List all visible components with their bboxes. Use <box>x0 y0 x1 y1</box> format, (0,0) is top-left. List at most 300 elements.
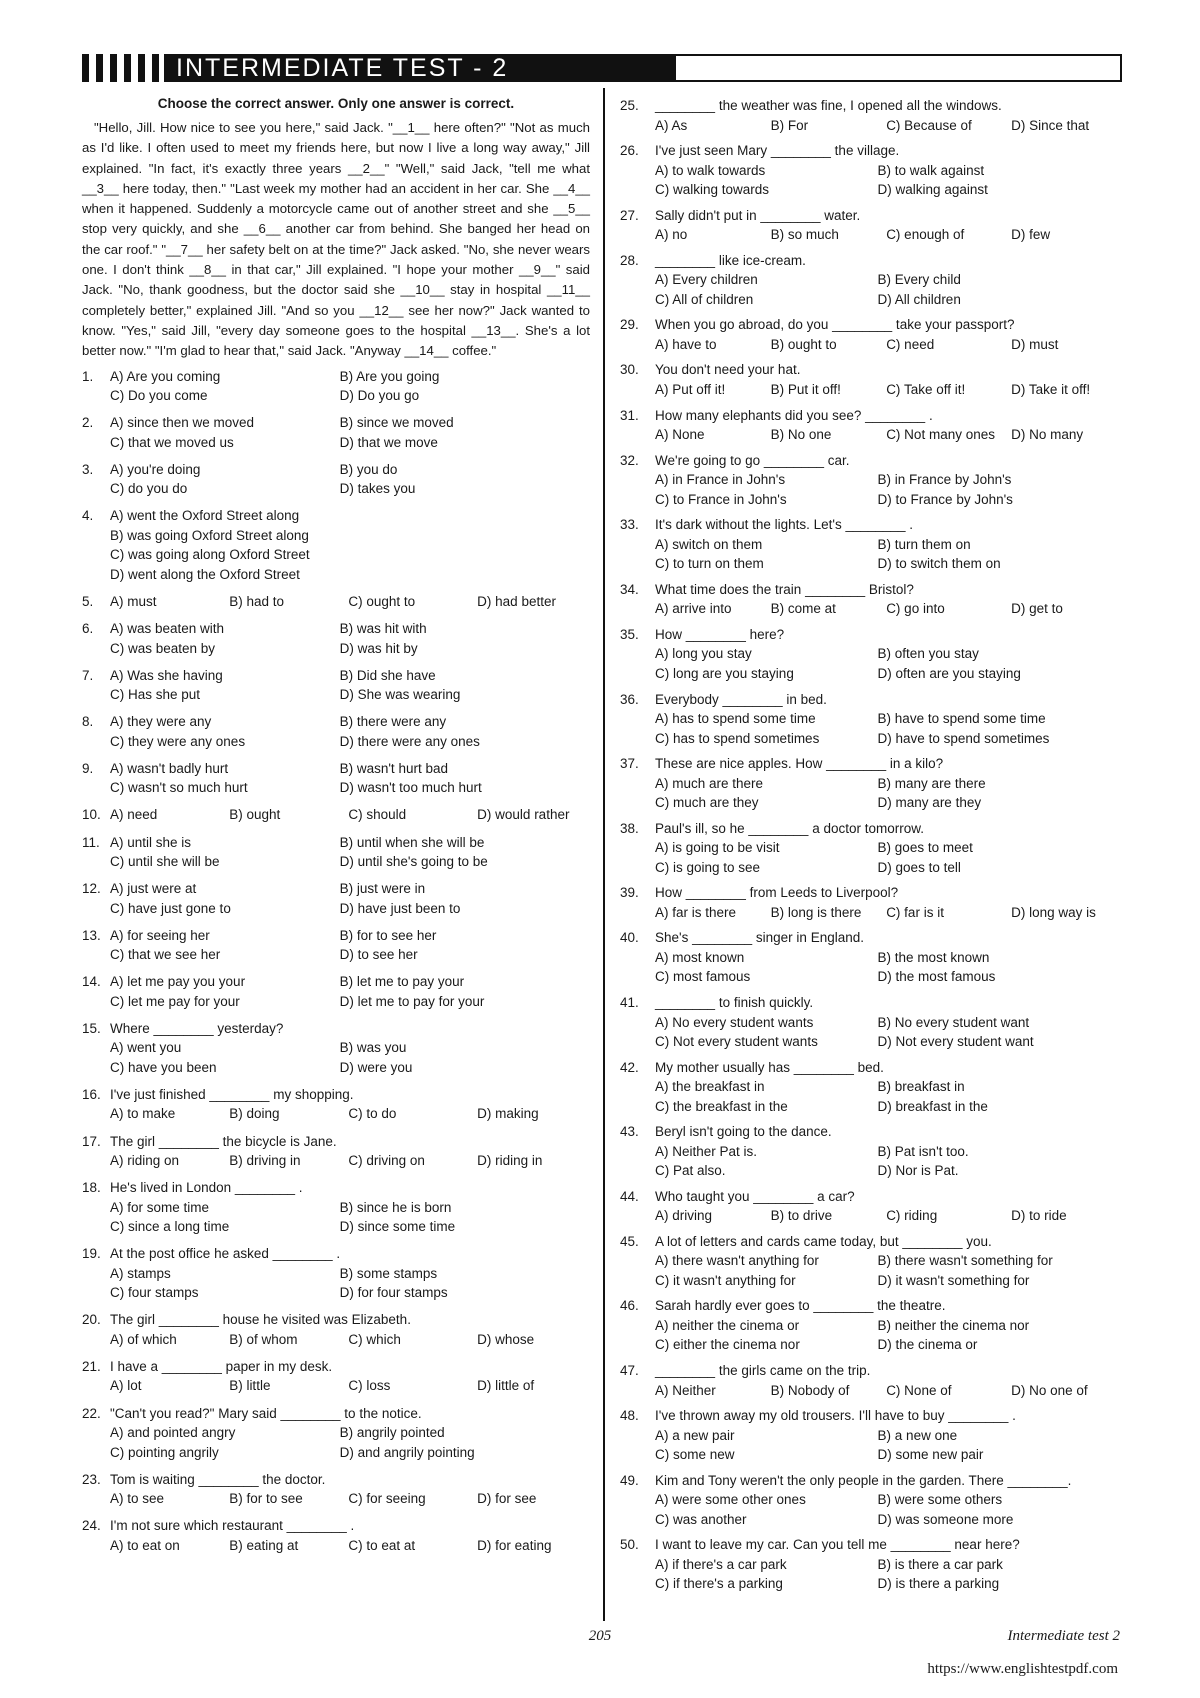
answer-option-d[interactable]: D) let me to pay for your <box>339 993 485 1009</box>
right-column <box>620 96 1120 1600</box>
question-stem: I've just seen Mary ________ the village. <box>655 143 900 159</box>
answer-option-c[interactable]: C) the breakfast in the <box>655 1098 788 1114</box>
answer-option-d[interactable]: D) Nor is Pat. <box>877 1163 959 1179</box>
question-body <box>110 1516 590 1555</box>
answer-option-d[interactable]: D) to see her <box>339 947 418 963</box>
question-12 <box>82 879 590 918</box>
answer-option-a[interactable]: A) Neither <box>655 1382 716 1398</box>
answer-option-c[interactable]: C) is going to see <box>655 859 761 875</box>
question-31 <box>620 406 1120 445</box>
answer-option-c[interactable]: C) pointing angrily <box>110 1444 219 1460</box>
answer-option-c[interactable]: C) it wasn't anything for <box>655 1272 796 1288</box>
answer-option-c[interactable]: C) go into <box>886 601 945 617</box>
answer-option-d[interactable]: D) would rather <box>477 807 570 823</box>
answer-option-d[interactable]: D) have to spend sometimes <box>877 730 1050 746</box>
answer-option-b[interactable]: B) were some others <box>877 1492 1003 1508</box>
answer-option-a[interactable]: A) is going to be visit <box>655 840 780 856</box>
question-body <box>655 141 1120 200</box>
answer-option-c[interactable]: C) loss <box>348 1378 391 1394</box>
question-body <box>110 1310 590 1349</box>
answer-option-d[interactable]: D) to switch them on <box>877 556 1001 572</box>
answer-option-d[interactable]: D) goes to tell <box>877 859 961 875</box>
answer-option-d[interactable]: D) and angrily pointing <box>339 1444 475 1460</box>
reading-passage: "Hello, Jill. How nice to see you here," said Jack. "__1__ here often?" "Not as much as I'd like. I often used to meet my friends here, but now I live a long way away," Jill explained. "In fact, it's exactly three years __2__" "Well," said Jack, "tell me what __3__ here today, then." "Last week my mother had an accident in her car. She __4__ when it happened. Suddenly a motorcycle came out of another street and she __5__ stop very quickly, and she __6__ another car from behind. She banged her head on the car roof." "__7__ her safety belt on at the time?" Jack asked. "No, she never wears one. I don't think __8__ in that car," Jill explained. "I hope your mother __9__" said Jack. "No, thank goodness, but the doctor said she __10__ stay in hospital __11__ completely better," explained Jill. "And so you __12__ see her now?" Jack wanted to know. "Yes," said Jill, "every day someone goes to the hospital __13__. She's a lot better now." "I'm glad to hear that," said Jack. "Anyway __14__ coffee." <box>82 120 590 359</box>
question-1 <box>82 367 590 406</box>
answer-option-c[interactable]: C) All of children <box>655 291 754 307</box>
answer-option-d[interactable]: D) the cinema or <box>877 1337 978 1353</box>
answer-option-a[interactable]: A) to make <box>110 1106 176 1122</box>
answer-option-d[interactable]: D) were you <box>339 1059 413 1075</box>
answer-option-b[interactable]: B) was you <box>339 1040 407 1056</box>
answer-option-a[interactable]: A) Neither Pat is. <box>655 1143 758 1159</box>
answer-option-c[interactable]: C) driving on <box>348 1153 425 1169</box>
answer-option-b[interactable]: B) you do <box>339 461 398 477</box>
question-body <box>655 251 1120 310</box>
answer-options <box>110 506 590 584</box>
answer-options <box>655 903 1120 923</box>
answer-option-c[interactable]: C) which <box>348 1331 401 1347</box>
answer-option-b[interactable]: B) the most known <box>877 949 990 965</box>
answer-option-d[interactable]: D) Do you go <box>339 388 420 404</box>
answer-options <box>110 805 590 825</box>
question-number: 15. <box>82 1020 101 1036</box>
answer-option-b[interactable]: B) was hit with <box>339 621 427 637</box>
answer-option-c[interactable]: C) ought to <box>348 593 416 609</box>
answer-option-c[interactable]: C) to do <box>348 1106 397 1122</box>
answer-option-d[interactable]: D) for four stamps <box>339 1285 448 1301</box>
answer-option-b[interactable]: B) of whom <box>229 1331 298 1347</box>
answer-option-a[interactable]: A) must <box>110 593 157 609</box>
answer-option-d[interactable]: D) Take it off! <box>1011 381 1091 397</box>
answer-option-a[interactable]: A) of which <box>110 1331 177 1347</box>
answer-option-a[interactable]: A) the breakfast in <box>655 1079 765 1095</box>
question-stem: My mother usually has ________ bed. <box>655 1059 884 1075</box>
answer-option-d[interactable]: D) it wasn't something for <box>877 1272 1030 1288</box>
answer-options <box>655 1142 1120 1181</box>
answer-option-c[interactable]: C) need <box>886 336 935 352</box>
answer-option-d[interactable]: D) until she's going to be <box>339 854 488 869</box>
answer-option-b[interactable]: B) some stamps <box>339 1265 438 1281</box>
answer-option-c[interactable]: C) four stamps <box>110 1285 199 1301</box>
answer-option-b[interactable]: B) For <box>770 117 809 133</box>
answer-option-a[interactable]: A) Every children <box>655 272 758 288</box>
answer-option-d[interactable]: D) No one of <box>1011 1382 1088 1398</box>
question-3 <box>82 460 590 499</box>
answer-option-d[interactable]: D) few <box>1011 227 1051 243</box>
answer-option-c[interactable]: C) if there's a parking <box>655 1576 783 1592</box>
answer-option-c[interactable]: C) have just gone to <box>110 900 231 916</box>
answer-option-a[interactable]: A) riding on <box>110 1153 180 1169</box>
question-30 <box>620 360 1120 399</box>
answer-option-b[interactable]: B) turn them on <box>877 536 971 552</box>
answer-option-a[interactable]: A) to walk towards <box>655 162 766 178</box>
answer-option-d[interactable]: D) was hit by <box>339 640 418 656</box>
answer-option-b[interactable]: B) Pat isn't too. <box>877 1143 969 1159</box>
answer-option-b[interactable]: B) a new one <box>877 1427 958 1443</box>
answer-options <box>110 666 590 705</box>
answer-option-b[interactable]: B) wasn't hurt bad <box>339 760 448 776</box>
answer-option-b[interactable]: B) to drive <box>770 1208 833 1224</box>
answer-option-d[interactable]: D) for eating <box>477 1537 552 1553</box>
answer-options <box>110 1038 590 1077</box>
answer-option-d[interactable]: D) to ride <box>1011 1208 1067 1224</box>
answer-option-a[interactable]: A) long you stay <box>655 646 752 662</box>
answer-option-a[interactable]: A) went the Oxford Street along <box>110 508 300 524</box>
answer-option-d[interactable]: D) takes you <box>339 481 416 497</box>
answer-option-c[interactable]: C) most famous <box>655 969 751 985</box>
answer-option-d[interactable]: D) Not every student want <box>877 1034 1034 1049</box>
answer-option-d[interactable]: D) get to <box>1011 601 1063 617</box>
answer-option-b[interactable]: B) is there a car park <box>877 1556 1003 1572</box>
answer-option-c[interactable]: C) they were any ones <box>110 733 246 749</box>
answer-option-b[interactable]: B) since we moved <box>339 415 454 431</box>
question-stem: These are nice apples. How ________ in a kilo? <box>655 756 944 772</box>
question-14 <box>82 972 590 1011</box>
question-17 <box>82 1132 590 1171</box>
answer-option-c[interactable]: C) to France in John's <box>655 491 787 507</box>
question-41 <box>620 993 1120 1052</box>
answer-option-b[interactable]: B) have to spend some time <box>877 711 1046 727</box>
question-8 <box>82 712 590 751</box>
answer-option-b[interactable]: B) had to <box>229 593 284 609</box>
answer-option-c[interactable]: C) has to spend sometimes <box>655 730 820 746</box>
answer-option-b[interactable]: B) No one <box>770 427 832 443</box>
answer-option-d[interactable]: D) for see <box>477 1491 537 1507</box>
answer-option-b[interactable]: B) since he is born <box>339 1199 452 1215</box>
answer-options <box>655 1426 1120 1465</box>
question-number: 46. <box>620 1298 639 1314</box>
answer-option-a[interactable]: A) no <box>655 227 688 243</box>
question-stem: It's dark without the lights. Let's ________ . <box>655 517 914 533</box>
answer-option-a[interactable]: A) and pointed angry <box>110 1425 236 1441</box>
answer-option-b[interactable]: B) many are there <box>877 775 986 791</box>
answer-options <box>655 270 1120 309</box>
answer-option-d[interactable]: D) making <box>477 1106 539 1122</box>
question-body <box>655 690 1120 749</box>
answer-option-d[interactable]: D) Since that <box>1011 117 1090 133</box>
answer-option-d[interactable]: D) must <box>1011 336 1059 352</box>
question-stem: She's ________ singer in England. <box>655 930 864 946</box>
question-number: 20. <box>82 1312 101 1328</box>
question-body <box>655 928 1120 987</box>
question-stem: Tom is waiting ________ the doctor. <box>110 1471 326 1487</box>
answer-option-c[interactable]: C) let me pay for your <box>110 993 240 1009</box>
answer-option-d[interactable]: D) riding in <box>477 1153 543 1169</box>
answer-options <box>655 948 1120 987</box>
answer-option-c[interactable]: C) Because of <box>886 117 972 133</box>
answer-option-a[interactable]: A) for some time <box>110 1199 210 1215</box>
question-number: 26. <box>620 143 639 159</box>
answer-option-b[interactable]: B) just were in <box>339 881 426 897</box>
answer-option-b[interactable]: B) so much <box>770 227 839 243</box>
question-stem: How many elephants did you see? ________ . <box>655 407 933 423</box>
answer-option-b[interactable]: B) Put it off! <box>770 381 841 397</box>
answer-option-a[interactable]: A) lot <box>110 1378 142 1394</box>
answer-options <box>110 1330 590 1350</box>
answer-option-d[interactable]: D) since some time <box>339 1219 456 1235</box>
question-stem: Sarah hardly ever goes to ________ the theatre. <box>655 1298 946 1314</box>
answer-options <box>110 1376 590 1396</box>
answer-option-d[interactable]: D) the most famous <box>877 969 996 985</box>
answer-option-c[interactable]: C) do you do <box>110 481 188 497</box>
answer-option-d[interactable]: D) is there a parking <box>877 1576 1000 1592</box>
answer-option-b[interactable]: B) there were any <box>339 714 447 730</box>
answer-option-a[interactable]: A) Put off it! <box>655 381 726 397</box>
answer-option-d[interactable]: D) was someone more <box>877 1511 1014 1527</box>
answer-option-c[interactable]: C) Has she put <box>110 687 201 703</box>
question-body <box>110 1132 590 1171</box>
answer-option-c[interactable]: C) that we see her <box>110 947 221 963</box>
answer-option-a[interactable]: A) arrive into <box>655 601 732 617</box>
question-11 <box>82 833 590 872</box>
answer-option-c[interactable]: C) for seeing <box>348 1491 426 1507</box>
answer-option-b[interactable]: B) Nobody of <box>770 1382 850 1398</box>
answer-option-c[interactable]: C) None of <box>886 1382 952 1398</box>
question-body <box>110 1404 590 1463</box>
question-stem: I'm not sure which restaurant ________ . <box>110 1518 355 1534</box>
question-body <box>655 96 1120 135</box>
answer-option-b[interactable]: B) Every child <box>877 272 961 288</box>
answer-option-a[interactable]: A) a new pair <box>655 1427 735 1443</box>
answer-option-a[interactable]: A) you're doing <box>110 461 201 477</box>
answer-option-b[interactable]: B) ought to <box>770 336 837 352</box>
answer-option-a[interactable]: A) they were any <box>110 714 212 730</box>
question-47 <box>620 1361 1120 1400</box>
answer-options <box>655 644 1120 683</box>
answer-options <box>110 1489 590 1509</box>
answer-options <box>655 774 1120 813</box>
answer-option-a[interactable]: A) far is there <box>655 904 737 920</box>
answer-option-a[interactable]: A) were some other ones <box>655 1492 806 1508</box>
question-body <box>655 1296 1120 1355</box>
question-38 <box>620 819 1120 878</box>
answer-option-c[interactable]: C) Not many ones <box>886 427 995 443</box>
question-number: 28. <box>620 252 639 268</box>
question-body <box>655 1232 1120 1291</box>
question-number: 22. <box>82 1405 101 1421</box>
answer-options <box>655 425 1120 445</box>
question-45 <box>620 1232 1120 1291</box>
answer-option-a[interactable]: A) As <box>655 117 688 133</box>
answer-option-b[interactable]: B) for to see her <box>339 927 437 943</box>
question-body <box>110 506 590 584</box>
question-stem: Paul's ill, so he ________ a doctor tomorrow. <box>655 820 924 836</box>
answer-option-a[interactable]: A) to eat on <box>110 1537 180 1553</box>
question-number: 21. <box>82 1358 101 1374</box>
answer-option-c[interactable]: C) much are they <box>655 795 759 811</box>
answer-option-a[interactable]: A) much are there <box>655 775 764 791</box>
question-body <box>655 819 1120 878</box>
answer-option-b[interactable]: B) breakfast in <box>877 1079 965 1095</box>
answer-option-a[interactable]: A) there wasn't anything for <box>655 1253 819 1269</box>
answer-option-b[interactable]: B) Did she have <box>339 667 436 683</box>
answer-option-b[interactable]: B) for to see <box>229 1491 303 1507</box>
question-body <box>655 883 1120 922</box>
answer-option-a[interactable]: A) wasn't badly hurt <box>110 760 229 776</box>
answer-option-b[interactable]: B) was going Oxford Street along <box>110 527 309 543</box>
question-7 <box>82 666 590 705</box>
answer-option-c[interactable]: C) Not every student wants <box>655 1034 818 1049</box>
answer-option-b[interactable]: B) ought <box>229 807 281 823</box>
answer-option-a[interactable]: A) just were at <box>110 881 197 897</box>
question-2 <box>82 413 590 452</box>
answer-option-b[interactable]: B) until when she will be <box>339 834 485 850</box>
answer-option-a[interactable]: A) in France in John's <box>655 472 786 488</box>
answer-option-b[interactable]: B) goes to meet <box>877 840 973 856</box>
question-number: 17. <box>82 1133 101 1149</box>
answer-option-d[interactable]: D) whose <box>477 1331 535 1347</box>
answer-option-d[interactable]: D) many are they <box>877 795 982 811</box>
question-body <box>655 206 1120 245</box>
answer-option-a[interactable]: A) has to spend some time <box>655 711 816 727</box>
answer-option-b[interactable]: B) doing <box>229 1106 280 1122</box>
answer-option-b[interactable]: B) eating at <box>229 1537 299 1553</box>
answer-option-d[interactable]: D) had better <box>477 593 556 609</box>
answer-option-a[interactable]: A) was beaten with <box>110 621 225 637</box>
answer-option-d[interactable]: D) long way is <box>1011 904 1096 920</box>
answer-option-d[interactable]: D) there were any ones <box>339 733 480 749</box>
question-stem: At the post office he asked ________ . <box>110 1246 341 1262</box>
answer-option-b[interactable]: B) driving in <box>229 1153 301 1169</box>
answer-option-d[interactable]: D) often are you staying <box>877 665 1021 681</box>
question-body <box>110 833 590 872</box>
answer-option-c[interactable]: C) that we moved us <box>110 434 234 450</box>
answer-option-c[interactable]: C) have you been <box>110 1059 217 1075</box>
answer-option-c[interactable]: C) was beaten by <box>110 640 216 656</box>
question-number: 32. <box>620 452 639 468</box>
answer-option-a[interactable]: A) have to <box>655 336 717 352</box>
question-number: 37. <box>620 756 639 772</box>
answer-option-d[interactable]: D) to France by John's <box>877 491 1013 507</box>
answer-option-c[interactable]: C) walking towards <box>655 182 770 198</box>
answer-option-b[interactable]: B) Are you going <box>339 368 440 384</box>
answer-options <box>655 1206 1120 1226</box>
answer-option-d[interactable]: D) No many <box>1011 427 1084 443</box>
answer-option-a[interactable]: A) to see <box>110 1491 165 1507</box>
answer-option-a[interactable]: A) neither the cinema or <box>655 1317 800 1333</box>
answer-option-a[interactable]: A) switch on them <box>655 536 763 552</box>
answer-option-c[interactable]: C) should <box>348 807 407 823</box>
answer-option-d[interactable]: D) breakfast in the <box>877 1098 988 1114</box>
answer-option-b[interactable]: B) long is there <box>770 904 862 920</box>
question-number: 7. <box>82 667 94 683</box>
answer-options <box>655 1077 1120 1116</box>
answer-option-c[interactable]: C) Take off it! <box>886 381 966 397</box>
answer-option-d[interactable]: D) have just been to <box>339 900 461 916</box>
question-48 <box>620 1406 1120 1465</box>
answer-option-b[interactable]: B) come at <box>770 601 836 617</box>
answer-options <box>655 1490 1120 1529</box>
question-number: 3. <box>82 461 94 477</box>
answer-option-a[interactable]: A) No every student wants <box>655 1014 814 1030</box>
answer-option-d[interactable]: D) little of <box>477 1378 535 1394</box>
answer-options <box>655 535 1120 574</box>
answer-option-c[interactable]: C) until she will be <box>110 854 220 869</box>
answer-option-c[interactable]: C) either the cinema nor <box>655 1337 800 1353</box>
question-stem: Beryl isn't going to the dance. <box>655 1124 832 1140</box>
question-stem: Everybody ________ in bed. <box>655 691 827 707</box>
answer-option-b[interactable]: B) in France by John's <box>877 472 1012 488</box>
answer-option-c[interactable]: C) far is it <box>886 904 944 920</box>
answer-option-b[interactable]: B) neither the cinema nor <box>877 1317 1030 1333</box>
question-body <box>110 1244 590 1303</box>
answer-option-a[interactable]: A) for seeing her <box>110 927 210 943</box>
answer-option-a[interactable]: A) Are you coming <box>110 368 221 384</box>
question-body <box>655 515 1120 574</box>
answer-options <box>655 335 1120 355</box>
answer-option-d[interactable]: D) She was wearing <box>339 687 461 703</box>
question-number: 10. <box>82 807 101 823</box>
question-number: 27. <box>620 207 639 223</box>
question-27 <box>620 206 1120 245</box>
answer-option-d[interactable]: D) that we move <box>339 434 438 450</box>
header-outline-bar <box>674 54 1122 82</box>
answer-option-c[interactable]: C) wasn't so much hurt <box>110 780 248 796</box>
answer-option-c[interactable]: C) since a long time <box>110 1219 230 1235</box>
answer-options <box>655 116 1120 136</box>
question-body <box>655 360 1120 399</box>
answer-option-c[interactable]: C) was going along Oxford Street <box>110 547 310 563</box>
answer-option-a[interactable]: A) if there's a car park <box>655 1556 787 1572</box>
answer-option-c[interactable]: C) was another <box>655 1511 747 1527</box>
question-body <box>655 993 1120 1052</box>
answer-option-c[interactable]: C) Pat also. <box>655 1163 726 1179</box>
question-stem: ________ like ice-cream. <box>655 252 806 268</box>
answer-option-b[interactable]: B) to walk against <box>877 162 985 178</box>
question-stem: Who taught you ________ a car? <box>655 1188 855 1204</box>
answer-option-b[interactable]: B) No every student want <box>877 1014 1030 1030</box>
question-number: 42. <box>620 1059 639 1075</box>
answer-option-b[interactable]: B) let me to pay your <box>339 974 465 990</box>
question-number: 38. <box>620 820 639 836</box>
answer-option-a[interactable]: A) went you <box>110 1040 182 1056</box>
answer-option-c[interactable]: C) Do you come <box>110 388 208 404</box>
question-stem: A lot of letters and cards came today, but ________ you. <box>655 1233 992 1249</box>
answer-option-a[interactable]: A) until she is <box>110 834 192 850</box>
question-23 <box>82 1470 590 1509</box>
answer-option-b[interactable]: B) angrily pointed <box>339 1425 445 1441</box>
answer-options <box>110 1198 590 1237</box>
answer-option-d[interactable]: D) wasn't too much hurt <box>339 780 482 796</box>
question-stem: ________ to finish quickly. <box>655 995 814 1010</box>
answer-option-a[interactable]: A) driving <box>655 1208 713 1224</box>
question-body <box>655 1361 1120 1400</box>
answer-option-c[interactable]: C) to turn on them <box>655 556 764 572</box>
answer-option-a[interactable]: A) need <box>110 807 158 823</box>
answer-option-a[interactable]: A) most known <box>655 949 745 965</box>
answer-option-d[interactable]: D) walking against <box>877 182 988 198</box>
answer-option-a[interactable]: A) Was she having <box>110 667 223 683</box>
answer-option-a[interactable]: A) since then we moved <box>110 415 255 431</box>
answer-option-b[interactable]: B) there wasn't something for <box>877 1253 1053 1269</box>
answer-option-c[interactable]: C) riding <box>886 1208 938 1224</box>
answer-option-a[interactable]: A) None <box>655 427 705 443</box>
question-body <box>110 805 590 825</box>
answer-option-d[interactable]: D) All children <box>877 291 961 307</box>
answer-option-c[interactable]: C) enough of <box>886 227 965 243</box>
answer-option-c[interactable]: C) to eat at <box>348 1537 416 1553</box>
answer-option-c[interactable]: C) long are you staying <box>655 665 794 681</box>
answer-option-c[interactable]: C) some new <box>655 1447 735 1463</box>
answer-option-a[interactable]: A) stamps <box>110 1265 171 1281</box>
answer-option-a[interactable]: A) let me pay you your <box>110 974 246 990</box>
answer-option-d[interactable]: D) some new pair <box>877 1447 984 1463</box>
answer-option-b[interactable]: B) little <box>229 1378 271 1394</box>
answer-option-d[interactable]: D) went along the Oxford Street <box>110 566 300 582</box>
answer-option-b[interactable]: B) often you stay <box>877 646 979 662</box>
question-4 <box>82 506 590 584</box>
question-body <box>110 460 590 499</box>
